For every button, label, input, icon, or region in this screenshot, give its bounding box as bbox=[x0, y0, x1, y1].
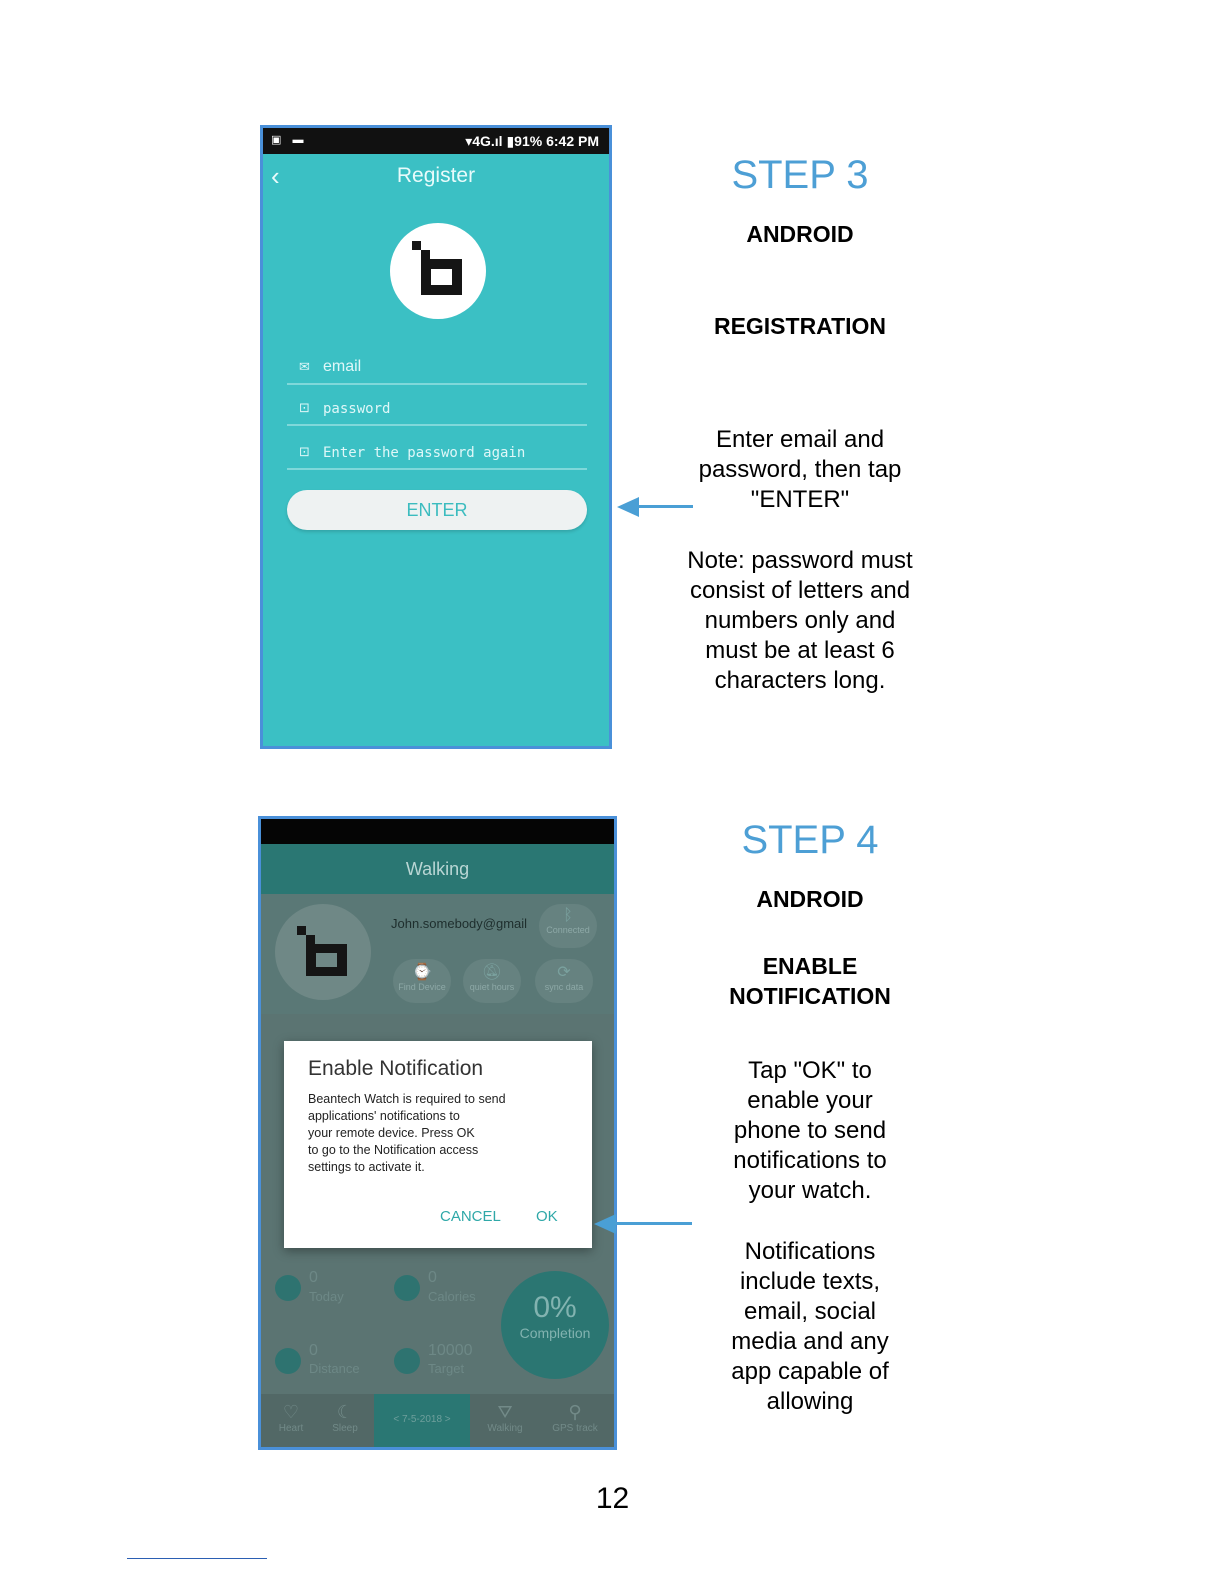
instruction-line: Tap "OK" to bbox=[748, 1057, 872, 1084]
ok-button[interactable]: OK bbox=[536, 1208, 558, 1225]
watch-icon: ⌚ bbox=[412, 964, 432, 981]
completion-ring bbox=[501, 1271, 609, 1379]
distance-label: Distance bbox=[309, 1361, 360, 1376]
arrow-line bbox=[635, 505, 693, 508]
step3-platform: ANDROID bbox=[746, 221, 854, 247]
lock-icon: ⊡ bbox=[299, 400, 310, 415]
note-line: characters long. bbox=[714, 667, 886, 694]
nav-heart[interactable] bbox=[261, 1394, 321, 1450]
step3-heading: STEP 3 bbox=[731, 153, 869, 197]
step4-section bbox=[660, 951, 960, 1011]
quiet-hours-chip[interactable] bbox=[463, 959, 521, 1003]
step4-instruction bbox=[660, 1056, 960, 1206]
section-line: ENABLE bbox=[762, 953, 858, 979]
nav-label: Sleep bbox=[332, 1423, 358, 1434]
bell-off-icon: 🔕︎ bbox=[481, 964, 503, 981]
screen-title: Walking bbox=[261, 844, 614, 894]
confirm-password-placeholder: Enter the password again bbox=[323, 445, 526, 461]
dialog-body-line: settings to activate it. bbox=[308, 1160, 425, 1174]
note-line: allowing bbox=[766, 1388, 854, 1415]
status-bar bbox=[263, 128, 609, 154]
target-value: 10000 bbox=[428, 1342, 473, 1359]
instruction-line: Enter email and bbox=[715, 426, 885, 453]
instruction-line: password, then tap bbox=[698, 456, 902, 483]
note-line: media and any bbox=[731, 1328, 889, 1355]
completion-label: Completion bbox=[519, 1325, 591, 1341]
target-icon bbox=[394, 1348, 420, 1374]
user-email: John.somebody@gmail bbox=[391, 916, 528, 931]
note-line: include texts, bbox=[739, 1268, 881, 1295]
note-line: email, social bbox=[743, 1298, 877, 1325]
avatar bbox=[275, 904, 371, 1000]
register-screenshot bbox=[260, 125, 612, 749]
lock-check-icon: ⊡ bbox=[299, 444, 310, 459]
instruction-line: your watch. bbox=[748, 1177, 872, 1204]
confirm-password-field[interactable] bbox=[287, 438, 587, 470]
page-number: 12 bbox=[595, 1482, 630, 1515]
distance-value: 0 bbox=[309, 1342, 318, 1359]
dialog-body-line: your remote device. Press OK bbox=[308, 1126, 475, 1140]
dialog-body bbox=[308, 1091, 558, 1176]
note-line: app capable of bbox=[731, 1358, 889, 1385]
bluetooth-icon: ᛒ bbox=[563, 907, 573, 924]
sync-data-chip[interactable] bbox=[535, 959, 593, 1003]
heart-icon: ♡ bbox=[282, 1402, 300, 1422]
back-arrow-icon[interactable]: ‹ bbox=[271, 161, 280, 191]
note-line: must be at least 6 bbox=[705, 637, 895, 664]
sync-icon: ⟳ bbox=[557, 964, 571, 981]
note-line: Note: password must bbox=[687, 547, 913, 574]
dialog-title: Enable Notification bbox=[308, 1057, 484, 1080]
chip-label: sync data bbox=[544, 982, 584, 992]
step4-platform: ANDROID bbox=[756, 886, 864, 912]
calories-icon bbox=[394, 1275, 420, 1301]
step4-heading: STEP 4 bbox=[741, 818, 879, 862]
enable-notification-dialog bbox=[284, 1041, 592, 1248]
date-selector[interactable]: < 7-5-2018 > bbox=[374, 1394, 470, 1450]
today-value: 0 bbox=[309, 1269, 318, 1286]
nav-sleep[interactable] bbox=[315, 1394, 375, 1450]
today-label: Today bbox=[309, 1289, 344, 1304]
nav-label: Walking bbox=[487, 1423, 523, 1434]
nav-label: GPS track bbox=[552, 1423, 598, 1434]
status-bar bbox=[261, 819, 614, 844]
step3-section: REGISTRATION bbox=[713, 313, 887, 339]
bottom-nav bbox=[261, 1394, 614, 1450]
distance-icon bbox=[275, 1348, 301, 1374]
instruction-line: "ENTER" bbox=[750, 486, 850, 513]
email-field[interactable] bbox=[287, 353, 587, 385]
note-line: numbers only and bbox=[704, 607, 896, 634]
b-logo-icon bbox=[390, 223, 486, 319]
note-line: Notifications bbox=[744, 1238, 876, 1265]
password-field[interactable] bbox=[287, 394, 587, 426]
section-line: NOTIFICATION bbox=[729, 983, 891, 1009]
walking-screenshot bbox=[258, 816, 617, 1450]
instruction-line: enable your bbox=[747, 1087, 873, 1114]
step3-note bbox=[650, 546, 950, 696]
chip-label: quiet hours bbox=[469, 982, 515, 992]
location-pin-icon: ⚲ bbox=[568, 1402, 582, 1422]
calories-label: Calories bbox=[428, 1289, 476, 1304]
arrow-line bbox=[612, 1222, 692, 1225]
steps-icon bbox=[275, 1275, 301, 1301]
connected-chip[interactable] bbox=[539, 904, 597, 948]
nav-walking[interactable] bbox=[475, 1394, 535, 1450]
step3-instruction bbox=[650, 425, 950, 515]
status-icons-right: ▾4G.ıl ▮91% 6:42 PM bbox=[465, 133, 599, 149]
password-placeholder: password bbox=[323, 401, 391, 417]
dialog-body-line: to go to the Notification access bbox=[308, 1143, 479, 1157]
shoe-icon: ⛛ bbox=[497, 1402, 513, 1422]
instruction-line: phone to send bbox=[733, 1117, 887, 1144]
footer-rule bbox=[127, 1558, 267, 1559]
nav-label: Heart bbox=[278, 1423, 304, 1434]
moon-icon: ☾ bbox=[336, 1402, 354, 1422]
dialog-body-line: applications' notifications to bbox=[308, 1109, 460, 1123]
envelope-icon: ✉ bbox=[299, 359, 310, 374]
enter-button[interactable]: ENTER bbox=[287, 490, 587, 530]
b-logo-icon bbox=[275, 904, 371, 1000]
app-logo bbox=[390, 223, 486, 319]
dialog-body-line: Beantech Watch is required to send bbox=[308, 1092, 506, 1106]
chip-label: Connected bbox=[546, 925, 590, 935]
instruction-line: notifications to bbox=[733, 1147, 887, 1174]
status-icons-left: ▣ ▬ bbox=[271, 134, 308, 146]
nav-gps-track[interactable] bbox=[545, 1394, 605, 1450]
screen-title: Register bbox=[396, 164, 476, 187]
completion-value: 0% bbox=[533, 1291, 577, 1324]
email-placeholder: email bbox=[323, 358, 362, 375]
find-device-chip[interactable] bbox=[393, 959, 451, 1003]
cancel-button[interactable]: CANCEL bbox=[440, 1208, 501, 1225]
chip-label: Find Device bbox=[398, 982, 446, 992]
target-label: Target bbox=[428, 1361, 465, 1376]
step4-note bbox=[660, 1237, 960, 1417]
note-line: consist of letters and bbox=[689, 577, 911, 604]
calories-value: 0 bbox=[428, 1269, 437, 1286]
